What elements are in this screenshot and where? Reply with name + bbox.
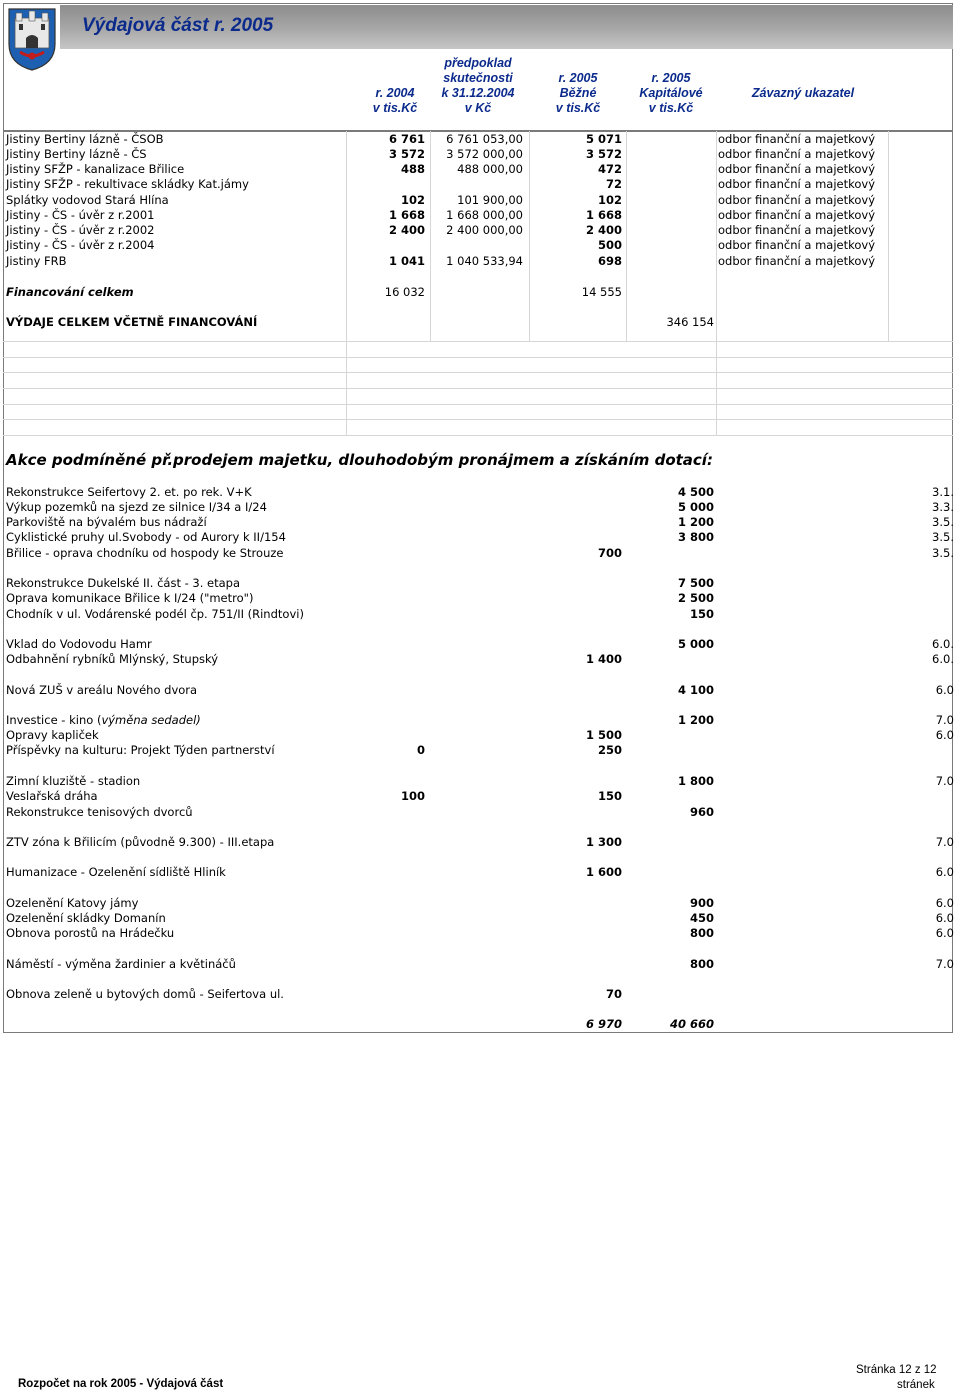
value-ukazatel: odbor finanční a majetkový (718, 162, 876, 176)
value-kapitalove: 150 (689, 607, 714, 621)
financovani-celkem-bezne: 14 555 (581, 285, 622, 299)
footer-pages-word: stránek (897, 1379, 935, 1391)
row-label: Humanizace - Ozelenění sídliště Hliník (6, 865, 226, 879)
row-label-italic: výměna sedadel) (101, 713, 201, 727)
row-label: Obnova porostů na Hrádečku (6, 926, 175, 940)
value-code: 7.0 (935, 957, 954, 971)
row-label: Jistiny SFŽP - rekultivace skládky Kat.jámy (6, 177, 249, 191)
value-kapitalove: 800 (689, 926, 714, 940)
grid-col-line (888, 131, 889, 341)
conditional-section-title: Akce podmíněné př.prodejem majetku, dlouhodobým pronájmem a získáním dotací: (6, 451, 713, 469)
value-kapitalove: 1 200 (677, 515, 714, 529)
value-code: 3.5. (932, 546, 954, 560)
value-ukazatel: odbor finanční a majetkový (718, 208, 876, 222)
grid-col-line (529, 131, 530, 341)
value-code: 6.0. (932, 652, 954, 666)
value-code: 6.0 (935, 683, 954, 697)
row-label: Břilice - oprava chodníku od hospody ke Strouze (6, 546, 284, 560)
vydaje-celkem-label: VÝDAJE CELKEM VČETNĚ FINANCOVÁNÍ (6, 315, 258, 329)
row-label: Nová ZUŠ v areálu Nového dvora (6, 683, 198, 697)
col-header-kapitalove: r. 2005 Kapitálové v tis.Kč (639, 71, 703, 115)
row-label: Rekonstrukce tenisových dvorců (6, 805, 193, 819)
col-header-ukazatel: Závazný ukazatel (751, 86, 855, 100)
financovani-celkem-label: Financování celkem (6, 285, 134, 299)
row-label: Jistiny Bertiny lázně - ČSOB (6, 132, 164, 146)
row-label: Náměstí - výměna žardinier a květináčů (6, 957, 236, 971)
row-label: Rekonstrukce Dukelské II. část - 3. etapa (6, 576, 241, 590)
total-bezne: 6 970 (585, 1017, 622, 1031)
value-kapitalove: 3 800 (677, 530, 714, 544)
grid-row-line (3, 435, 953, 436)
value-ukazatel: odbor finanční a majetkový (718, 132, 876, 146)
row-label: Ozelenění skládky Domanín (6, 911, 166, 925)
value-bezne: 5 071 (585, 132, 622, 146)
col-header-bezne: r. 2005 Běžné v tis.Kč (555, 71, 601, 115)
value-2004: 2 400 (388, 223, 425, 237)
value-code: 6.0 (935, 911, 954, 925)
value-kapitalove: 900 (689, 896, 714, 910)
value-code: 7.0 (935, 835, 954, 849)
grid-col-line (430, 131, 431, 341)
value-predpoklad: 6 761 053,00 (446, 132, 523, 146)
row-label: Rekonstrukce Seifertovy 2. et. po rek. V+K (6, 485, 252, 499)
value-predpoklad: 101 900,00 (457, 193, 523, 207)
grid-row-line (3, 357, 953, 358)
row-label: Veslařská dráha (6, 789, 98, 803)
value-bezne: 500 (597, 238, 622, 252)
value-code: 6.0 (935, 728, 954, 742)
row-label: Cyklistické pruhy ul.Svobody - od Aurory k II/154 (6, 530, 286, 544)
value-code: 7.0 (935, 713, 954, 727)
financovani-celkem-2004: 16 032 (384, 285, 425, 299)
value-code: 6.0 (935, 896, 954, 910)
value-bezne: 102 (597, 193, 622, 207)
value-kapitalove: 1 800 (677, 774, 714, 788)
value-2004: 6 761 (388, 132, 425, 146)
value-kapitalove: 2 500 (677, 591, 714, 605)
row-label-wrap (6, 713, 201, 727)
value-kapitalove: 4 500 (677, 485, 714, 499)
value-bezne: 700 (597, 546, 622, 560)
col-header-2004: r. 2004 v tis.Kč (372, 86, 418, 115)
value-code: 3.5. (932, 515, 954, 529)
value-code: 6.0 (935, 865, 954, 879)
value-2004: 102 (400, 193, 425, 207)
value-code: 3.5. (932, 530, 954, 544)
value-kapitalove: 4 100 (677, 683, 714, 697)
value-kapitalove: 800 (689, 957, 714, 971)
value-ukazatel: odbor finanční a majetkový (718, 147, 876, 161)
value-bezne: 1 668 (585, 208, 622, 222)
value-code: 3.1. (932, 485, 954, 499)
total-kapitalove: 40 660 (669, 1017, 714, 1031)
footer-page-number: Stránka 12 z 12 (856, 1364, 937, 1376)
value-predpoklad: 3 572 000,00 (446, 147, 523, 161)
row-label: Jistiny FRB (6, 254, 67, 268)
value-ukazatel: odbor finanční a majetkový (718, 177, 876, 191)
row-label: Jistiny - ČS - úvěr z r.2001 (6, 208, 155, 222)
value-kapitalove: 7 500 (677, 576, 714, 590)
col-header-predpoklad: předpoklad skutečnosti k 31.12.2004 v Kč (441, 56, 515, 115)
page-title: Výdajová část r. 2005 (82, 15, 274, 36)
grid-row-line (3, 419, 953, 420)
row-label: Jistiny SFŽP - kanalizace Břilice (6, 162, 185, 176)
grid-col-line (626, 131, 627, 341)
row-label: Opravy kapliček (6, 728, 99, 742)
row-label: Obnova zeleně u bytových domů - Seifertova ul. (6, 987, 284, 1001)
value-ukazatel: odbor finanční a majetkový (718, 193, 876, 207)
value-bezne: 72 (605, 177, 622, 191)
row-label: Splátky vodovod Stará Hlína (6, 193, 169, 207)
value-bezne: 250 (597, 743, 622, 757)
value-kapitalove: 450 (689, 911, 714, 925)
value-bezne: 1 400 (585, 652, 622, 666)
value-bezne: 472 (597, 162, 622, 176)
value-bezne: 70 (605, 987, 622, 1001)
value-bezne: 698 (597, 254, 622, 268)
value-code: 7.0 (935, 774, 954, 788)
value-code: 6.0 (935, 926, 954, 940)
value-predpoklad: 488 000,00 (457, 162, 523, 176)
grid-row-line (3, 372, 953, 373)
row-label: Vklad do Vodovodu Hamr (6, 637, 152, 651)
row-label: Jistiny - ČS - úvěr z r.2004 (6, 238, 155, 252)
row-label: Oprava komunikace Břilice k I/24 ("metro") (6, 591, 254, 605)
value-2004: 488 (400, 162, 425, 176)
row-label: Výkup pozemků na sjezd ze silnice I/34 a I/24 (6, 500, 267, 514)
value-code: 6.0. (932, 637, 954, 651)
value-predpoklad: 1 040 533,94 (446, 254, 523, 268)
vydaje-celkem-value: 346 154 (666, 315, 714, 329)
value-bezne: 150 (597, 789, 622, 803)
value-bezne: 1 500 (585, 728, 622, 742)
value-bezne: 1 300 (585, 835, 622, 849)
row-label: Odbahnění rybníků Mlýnský, Stupský (6, 652, 219, 666)
value-kapitalove: 1 200 (677, 713, 714, 727)
value-2004: 1 041 (388, 254, 425, 268)
row-label: ZTV zóna k Břilicím (původně 9.300) - III.etapa (6, 835, 275, 849)
row-label: Jistiny Bertiny lázně - ČS (6, 147, 147, 161)
row-label: Investice - kino ( (6, 713, 102, 727)
row-label: Jistiny - ČS - úvěr z r.2002 (6, 223, 155, 237)
value-bezne: 3 572 (585, 147, 622, 161)
value-ukazatel: odbor finanční a majetkový (718, 223, 876, 237)
value-kapitalove: 960 (689, 805, 714, 819)
grid-col-line (346, 131, 347, 341)
grid-row-line (3, 388, 953, 389)
value-code: 3.3. (932, 500, 954, 514)
value-2004: 1 668 (388, 208, 425, 222)
footer-document-name: Rozpočet na rok 2005 - Výdajová část (18, 1378, 224, 1390)
value-ukazatel: odbor finanční a majetkový (718, 254, 876, 268)
value-predpoklad: 2 400 000,00 (446, 223, 523, 237)
value-2004: 0 (416, 743, 425, 757)
row-label: Parkoviště na bývalém bus nádraží (6, 515, 207, 529)
value-bezne: 2 400 (585, 223, 622, 237)
coat-of-arms-icon (6, 6, 58, 72)
value-bezne: 1 600 (585, 865, 622, 879)
value-2004: 3 572 (388, 147, 425, 161)
value-kapitalove: 5 000 (677, 500, 714, 514)
grid-col-line (716, 131, 717, 341)
value-kapitalove: 5 000 (677, 637, 714, 651)
value-ukazatel: odbor finanční a majetkový (718, 238, 876, 252)
value-predpoklad: 1 668 000,00 (446, 208, 523, 222)
row-label: Ozelenění Katovy jámy (6, 896, 139, 910)
row-label: Chodník v ul. Vodárenské podél čp. 751/II (Rindtovi) (6, 607, 304, 621)
row-label: Příspěvky na kulturu: Projekt Týden partnerství (6, 743, 275, 757)
value-2004: 100 (400, 789, 425, 803)
grid-row-line (3, 341, 953, 342)
row-label: Zimní kluziště - stadion (6, 774, 141, 788)
grid-row-line (3, 404, 953, 405)
